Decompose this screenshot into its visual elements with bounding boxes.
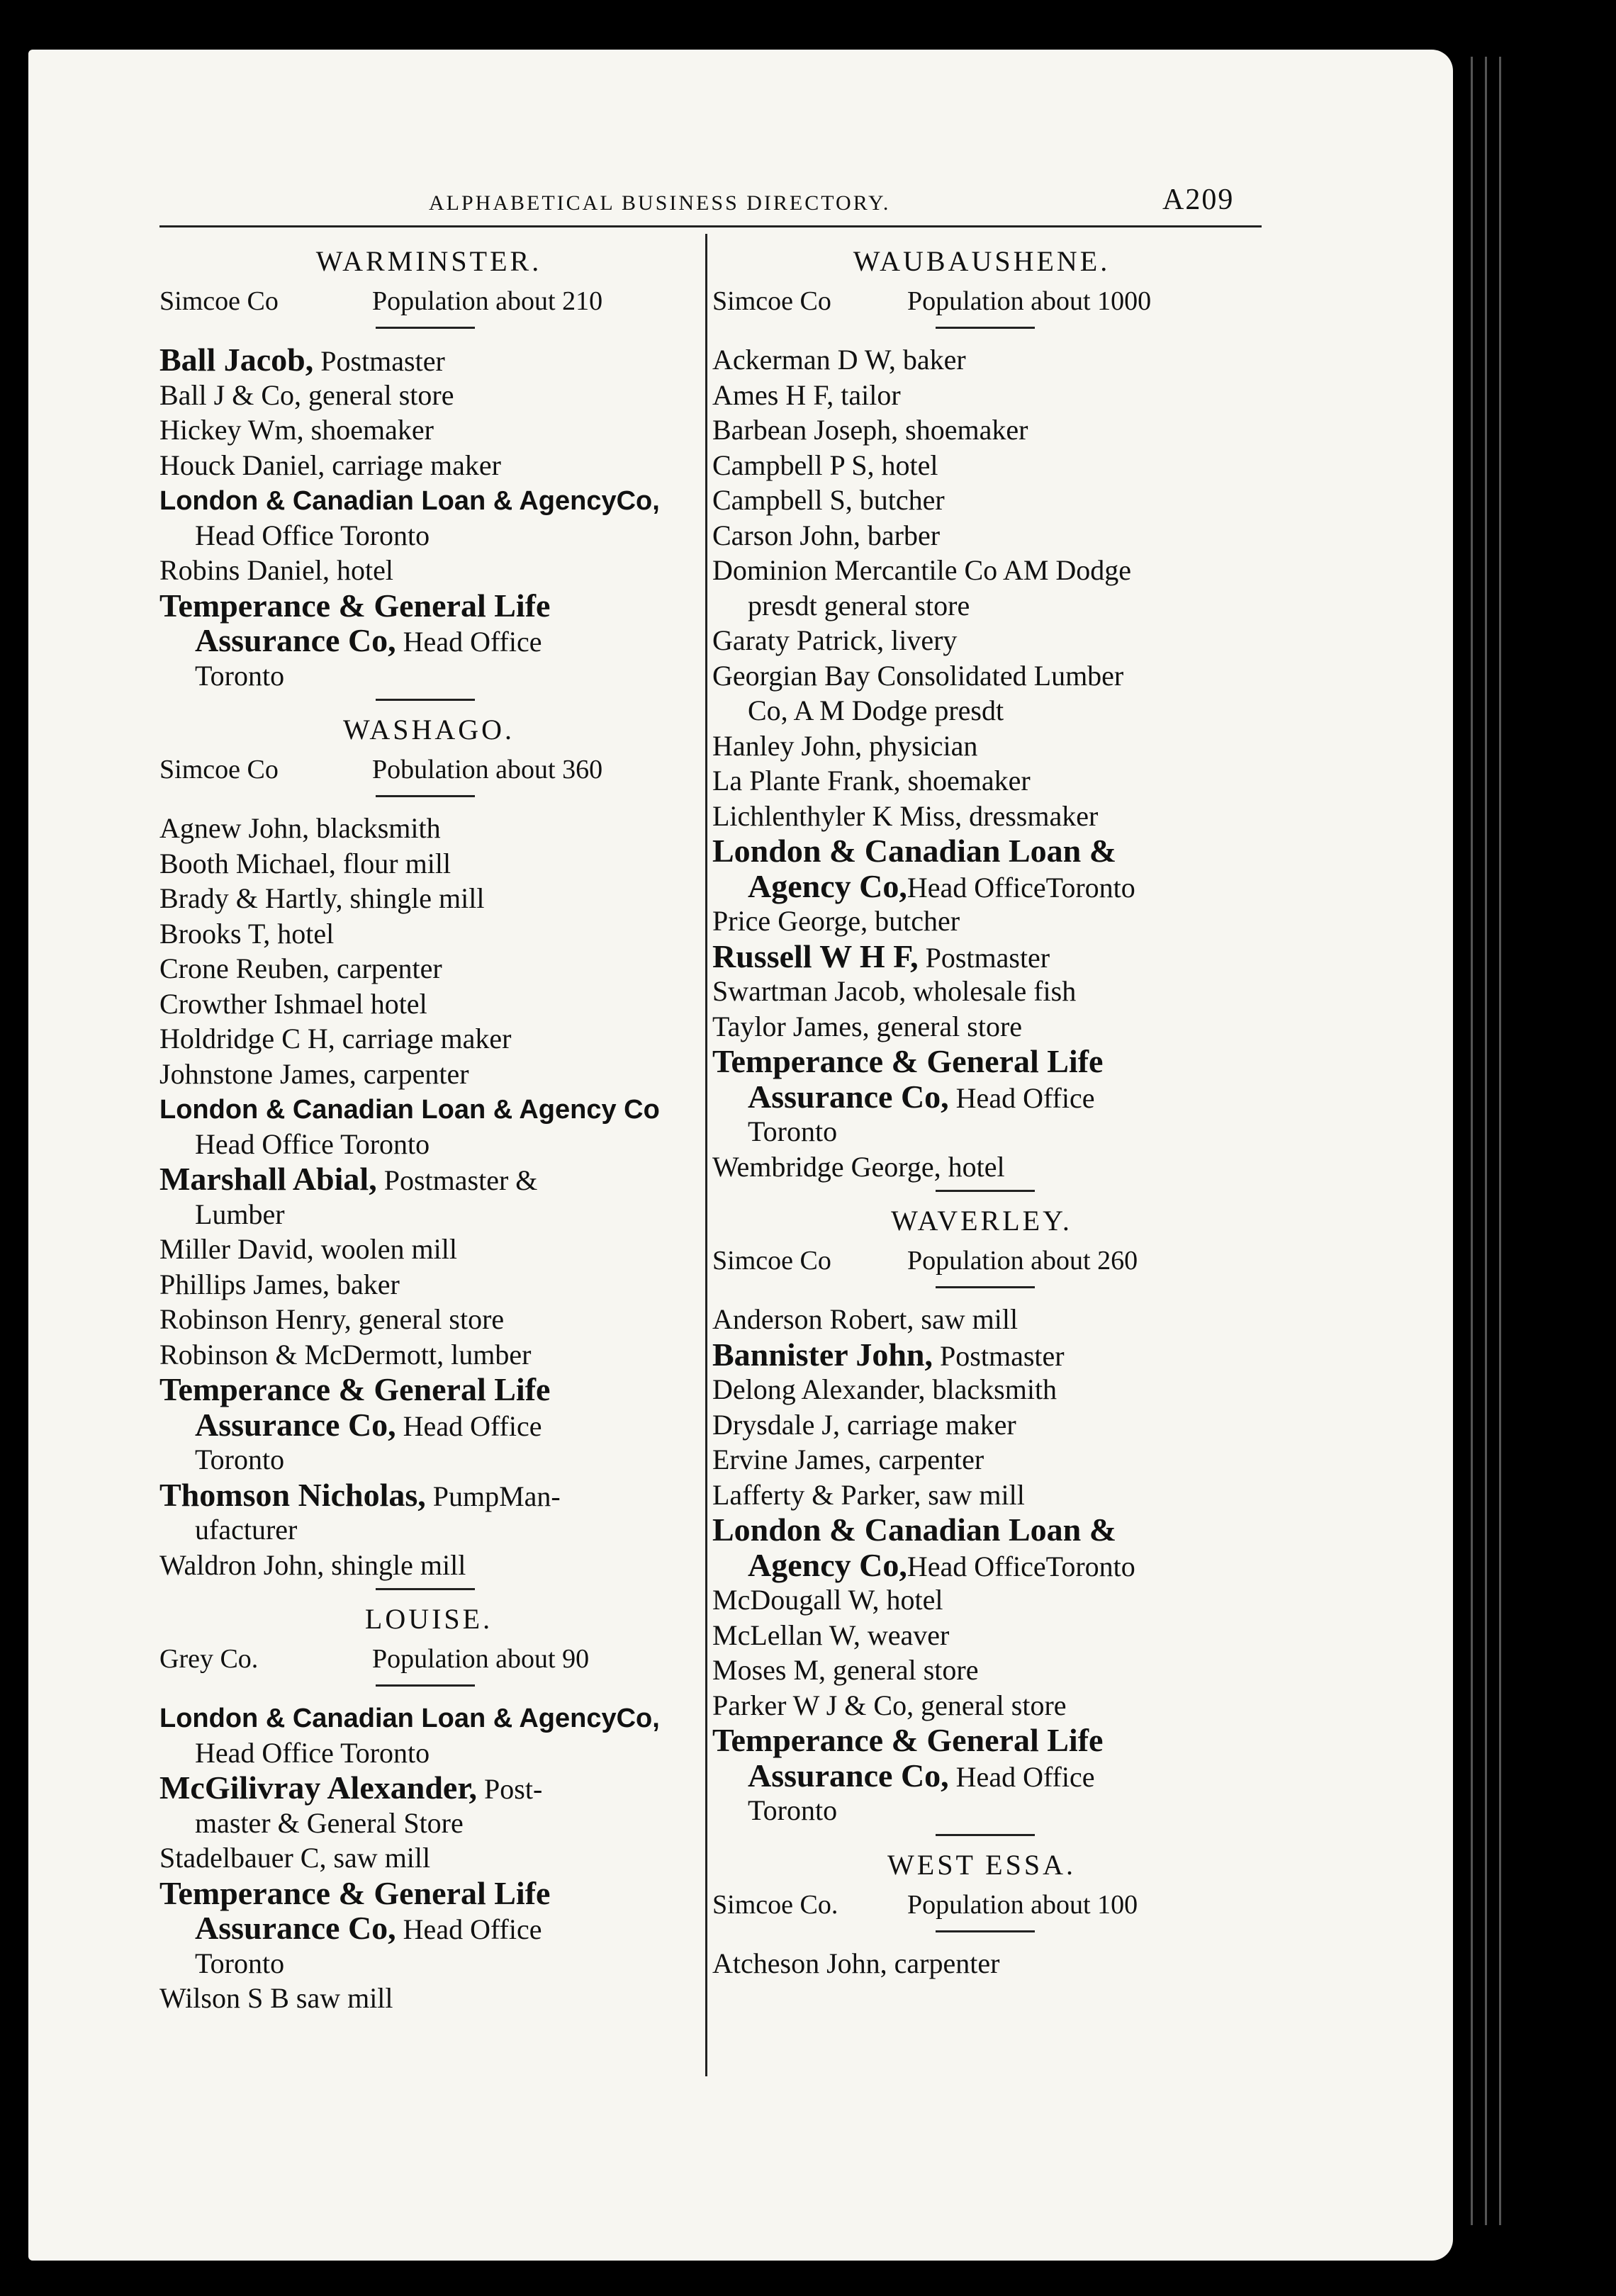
entry-description: Head Office xyxy=(948,1760,1095,1793)
directory-entry xyxy=(159,1840,430,1876)
entry-name: Head Office Toronto xyxy=(195,519,430,551)
entry-name: McGilivray Alexander, xyxy=(159,1769,478,1806)
directory-entry xyxy=(159,1981,393,2016)
section-rule xyxy=(376,327,475,329)
directory-entry xyxy=(159,1267,400,1302)
directory-entry xyxy=(712,342,966,378)
directory-entry xyxy=(712,1478,1025,1513)
directory-entry xyxy=(712,1758,1095,1795)
entry-description: Post- xyxy=(477,1773,543,1805)
entry-name: Drysdale J, carriage maker xyxy=(712,1408,1016,1441)
directory-entry xyxy=(159,846,451,882)
entry-name: Co, A M Dodge presdt xyxy=(748,694,1004,726)
entry-name: Ames H F, tailor xyxy=(712,378,901,411)
directory-entry xyxy=(159,951,442,986)
entry-name: Moses M, general store xyxy=(712,1654,979,1686)
entry-name: Taylor James, general store xyxy=(712,1010,1023,1042)
entry-name: Ball Jacob, xyxy=(159,342,314,378)
directory-entry xyxy=(159,1337,531,1373)
directory-entry xyxy=(159,412,434,448)
entry-name: Temperance & General Life xyxy=(159,1371,551,1407)
entry-name: Toronto xyxy=(195,1444,285,1475)
entry-name: Head Office Toronto xyxy=(195,1127,430,1160)
entry-name: Temperance & General Life xyxy=(159,587,551,624)
entry-name: Hickey Wm, shoemaker xyxy=(159,414,434,446)
directory-entry xyxy=(159,916,334,952)
directory-entry xyxy=(712,833,1116,870)
entry-name: Garaty Patrick, livery xyxy=(712,624,958,656)
directory-entry xyxy=(712,1793,837,1828)
directory-entry xyxy=(712,623,957,658)
entry-name: Robinson & McDermott, lumber xyxy=(159,1338,532,1371)
entry-name: London & Canadian Loan & Agency Co xyxy=(159,1095,660,1125)
entry-name: McDougall W, hotel xyxy=(712,1584,943,1616)
directory-entry xyxy=(712,799,1098,834)
directory-entry xyxy=(159,378,454,413)
entry-name: Ervine James, carpenter xyxy=(712,1444,984,1475)
entry-name: Anderson Robert, saw mill xyxy=(712,1303,1019,1335)
directory-entry xyxy=(712,939,1050,976)
directory-entry xyxy=(159,1770,542,1807)
directory-entry xyxy=(159,1442,284,1478)
directory-entry xyxy=(712,1302,1018,1337)
directory-entry xyxy=(159,986,427,1022)
directory-entry xyxy=(712,518,940,553)
directory-entry xyxy=(712,588,970,624)
entry-name: Houck Daniel, carriage maker xyxy=(159,449,501,481)
entry-name: Assurance Co, xyxy=(195,1406,396,1443)
directory-entry xyxy=(159,1512,297,1548)
entry-name: London & Canadian Loan & xyxy=(712,833,1117,869)
town-heading: WARMINSTER. xyxy=(315,245,542,277)
entry-name: Phillips James, baker xyxy=(159,1268,400,1300)
directory-entry xyxy=(159,1548,466,1583)
entry-name: Ackerman D W, baker xyxy=(712,344,966,376)
directory-entry xyxy=(712,869,1135,906)
section-rule xyxy=(376,699,475,701)
entry-name: Agency Co, xyxy=(748,1546,907,1583)
entry-name: Dominion Mercantile Co AM Dodge xyxy=(712,554,1132,586)
entry-name: Waldron John, shingle mill xyxy=(159,1548,466,1581)
directory-entry xyxy=(159,1946,284,1981)
population-text: Population about 260 xyxy=(907,1246,1138,1276)
page-edge xyxy=(1485,57,1487,2225)
entry-name: Assurance Co, xyxy=(748,1078,949,1115)
directory-entry xyxy=(159,1700,660,1736)
directory-entry xyxy=(712,1114,837,1149)
entry-name: Head Office Toronto xyxy=(195,1736,430,1769)
entry-name: Brooks T, hotel xyxy=(159,917,335,950)
directory-entry xyxy=(159,623,542,660)
directory-entry xyxy=(159,1021,511,1057)
directory-entry xyxy=(712,1372,1057,1407)
entry-description: Head Office xyxy=(395,1409,542,1442)
entry-name: Swartman Jacob, wholesale fish xyxy=(712,975,1077,1007)
directory-entry xyxy=(159,1806,464,1841)
section-rule xyxy=(936,1834,1035,1836)
entry-name: Miller David, woolen mill xyxy=(159,1233,457,1265)
entry-name: Toronto xyxy=(748,1794,838,1826)
entry-name: Russell W H F, xyxy=(712,938,919,974)
directory-entry xyxy=(712,1079,1095,1116)
directory-entry xyxy=(159,588,550,625)
directory-entry xyxy=(712,1512,1116,1549)
entry-description: Postmaster xyxy=(313,345,445,377)
section-rule xyxy=(376,1588,475,1590)
entry-name: Georgian Bay Consolidated Lumber xyxy=(712,659,1124,692)
directory-entry xyxy=(159,518,430,553)
entry-name: Agnew John, blacksmith xyxy=(159,812,441,844)
directory-entry xyxy=(159,1735,430,1771)
entry-name: master & General Store xyxy=(195,1806,464,1839)
column-divider xyxy=(705,234,707,2076)
entry-name: London & Canadian Loan & AgencyCo, xyxy=(159,486,660,516)
entry-name: Wembridge George, hotel xyxy=(712,1150,1005,1183)
entry-name: Campbell S, butcher xyxy=(712,484,945,516)
entry-name: Assurance Co, xyxy=(195,622,396,658)
entry-description: Postmaster & xyxy=(376,1164,538,1196)
entry-name: Lichlenthyler K Miss, dressmaker xyxy=(712,799,1099,832)
header-rule xyxy=(159,225,1262,227)
entry-name: Johnstone James, carpenter xyxy=(159,1057,469,1090)
entry-name: Robins Daniel, hotel xyxy=(159,554,393,586)
directory-entry xyxy=(712,904,960,939)
town-heading: LOUISE. xyxy=(364,1603,493,1635)
entry-name: Crowther Ishmael hotel xyxy=(159,987,427,1020)
entry-name: Price George, butcher xyxy=(712,905,960,937)
entry-name: Ball J & Co, general store xyxy=(159,378,454,411)
entry-name: Thomson Nicholas, xyxy=(159,1476,426,1513)
entry-name: Temperance & General Life xyxy=(712,1043,1104,1079)
directory-entry xyxy=(159,553,393,588)
directory-entry xyxy=(712,763,1031,799)
entry-name: London & Canadian Loan & xyxy=(712,1512,1117,1548)
entry-description: Head Office xyxy=(948,1081,1095,1114)
directory-entry xyxy=(712,1149,1005,1185)
directory-entry xyxy=(159,1232,457,1267)
entry-name: Barbean Joseph, shoemaker xyxy=(712,414,1028,446)
directory-entry xyxy=(159,1197,285,1232)
town-heading: WEST ESSA. xyxy=(887,1848,1076,1881)
directory-entry xyxy=(159,881,484,916)
directory-entry xyxy=(712,1009,1022,1045)
county-name: Simcoe Co xyxy=(712,1246,831,1276)
directory-entry xyxy=(159,1302,504,1337)
town-heading: WAVERLEY. xyxy=(891,1205,1072,1237)
directory-entry xyxy=(712,1653,978,1688)
directory-entry xyxy=(159,1372,550,1409)
directory-entry xyxy=(712,1407,1016,1443)
directory-entry xyxy=(712,974,1076,1009)
directory-entry xyxy=(712,1723,1103,1760)
directory-entry xyxy=(159,1478,561,1514)
directory-entry xyxy=(712,1582,943,1618)
entry-name: McLellan W, weaver xyxy=(712,1619,950,1651)
entry-name: Brady & Hartly, shingle mill xyxy=(159,882,485,914)
population-text: Population about 1000 xyxy=(907,286,1152,316)
directory-entry xyxy=(159,1127,430,1162)
entry-name: Hanley John, physician xyxy=(712,729,978,762)
county-name: Simcoe Co xyxy=(159,286,279,316)
county-name: Simcoe Co xyxy=(712,286,831,316)
entry-name: Temperance & General Life xyxy=(159,1874,551,1911)
entry-name: presdt general store xyxy=(748,589,970,621)
county-name: Simcoe Co. xyxy=(712,1889,838,1920)
directory-entry xyxy=(712,1548,1135,1585)
entry-name: Marshall Abial, xyxy=(159,1161,377,1197)
page-edge xyxy=(1471,57,1473,2225)
population-text: Pobulation about 360 xyxy=(372,755,603,784)
directory-entry xyxy=(159,1407,542,1444)
directory-entry xyxy=(712,693,1004,728)
directory-entry xyxy=(712,1946,999,1981)
directory-entry xyxy=(159,1091,660,1127)
directory-entry xyxy=(712,728,977,764)
directory-entry xyxy=(159,342,445,379)
entry-name: Holdridge C H, carriage maker xyxy=(159,1023,512,1054)
directory-entry xyxy=(712,483,945,518)
entry-name: Temperance & General Life xyxy=(712,1722,1104,1758)
entry-description: Head OfficeToronto xyxy=(907,1550,1135,1582)
page-edge xyxy=(1499,57,1501,2225)
directory-entry xyxy=(159,1161,537,1198)
entry-name: Stadelbauer C, saw mill xyxy=(159,1842,431,1874)
entry-name: Toronto xyxy=(195,1947,285,1979)
directory-entry xyxy=(159,1057,469,1092)
county-name: Simcoe Co xyxy=(159,755,279,784)
entry-description: Head Office xyxy=(395,626,542,658)
entry-description: Head OfficeToronto xyxy=(907,871,1135,904)
section-rule xyxy=(936,1190,1035,1192)
entry-description: PumpMan- xyxy=(425,1480,561,1512)
entry-name: Wilson S B saw mill xyxy=(159,1982,393,2014)
directory-entry xyxy=(712,1337,1065,1374)
entry-name: Toronto xyxy=(195,659,285,692)
section-rule xyxy=(376,1684,475,1687)
entry-description: Head Office xyxy=(395,1913,542,1945)
directory-entry xyxy=(159,1876,550,1913)
directory-entry xyxy=(712,553,1131,588)
directory-entry xyxy=(159,811,441,846)
population-text: Population about 90 xyxy=(372,1644,590,1674)
directory-entry xyxy=(712,1044,1103,1081)
entry-name: Parker W J & Co, general store xyxy=(712,1689,1067,1721)
entry-name: Lumber xyxy=(195,1198,285,1230)
section-rule xyxy=(376,795,475,797)
entry-name: Robinson Henry, general store xyxy=(159,1303,505,1335)
entry-description: Postmaster xyxy=(918,941,1050,974)
entry-name: Bannister John, xyxy=(712,1336,933,1373)
directory-entry xyxy=(712,412,1028,448)
directory-entry xyxy=(712,448,938,483)
entry-name: Lafferty & Parker, saw mill xyxy=(712,1478,1025,1511)
page-number: A209 xyxy=(1162,184,1235,216)
directory-entry xyxy=(712,658,1123,694)
entry-name: Agency Co, xyxy=(748,867,907,904)
town-heading: WAUBAUSHENE. xyxy=(853,245,1111,277)
population-text: Population about 100 xyxy=(907,1889,1138,1920)
county-name: Grey Co. xyxy=(159,1644,259,1674)
entry-name: Booth Michael, flour mill xyxy=(159,847,451,879)
entry-name: Delong Alexander, blacksmith xyxy=(712,1373,1057,1405)
entry-name: Assurance Co, xyxy=(748,1757,949,1794)
section-rule xyxy=(936,327,1035,329)
directory-entry xyxy=(712,1688,1067,1723)
directory-entry xyxy=(712,378,901,413)
population-text: Population about 210 xyxy=(372,286,603,316)
entry-name: Atcheson John, carpenter xyxy=(712,1947,1000,1979)
directory-entry xyxy=(159,1910,542,1947)
directory-entry xyxy=(159,448,501,483)
entry-name: Carson John, barber xyxy=(712,519,941,551)
running-header: ALPHABETICAL BUSINESS DIRECTORY. xyxy=(429,191,891,215)
section-rule xyxy=(936,1286,1035,1288)
entry-name: Toronto xyxy=(748,1115,838,1147)
entry-name: Campbell P S, hotel xyxy=(712,449,938,481)
directory-entry xyxy=(159,483,660,519)
entry-name: ufacturer xyxy=(195,1514,298,1546)
directory-entry xyxy=(712,1618,949,1653)
entry-name: London & Canadian Loan & AgencyCo, xyxy=(159,1704,660,1733)
entry-description: Postmaster xyxy=(933,1339,1065,1372)
town-heading: WASHAGO. xyxy=(343,714,515,745)
directory-entry xyxy=(712,1442,984,1478)
section-rule xyxy=(936,1930,1035,1932)
entry-name: Assurance Co, xyxy=(195,1910,396,1946)
entry-name: La Plante Frank, shoemaker xyxy=(712,765,1031,797)
directory-entry xyxy=(159,658,284,694)
entry-name: Crone Reuben, carpenter xyxy=(159,952,442,984)
